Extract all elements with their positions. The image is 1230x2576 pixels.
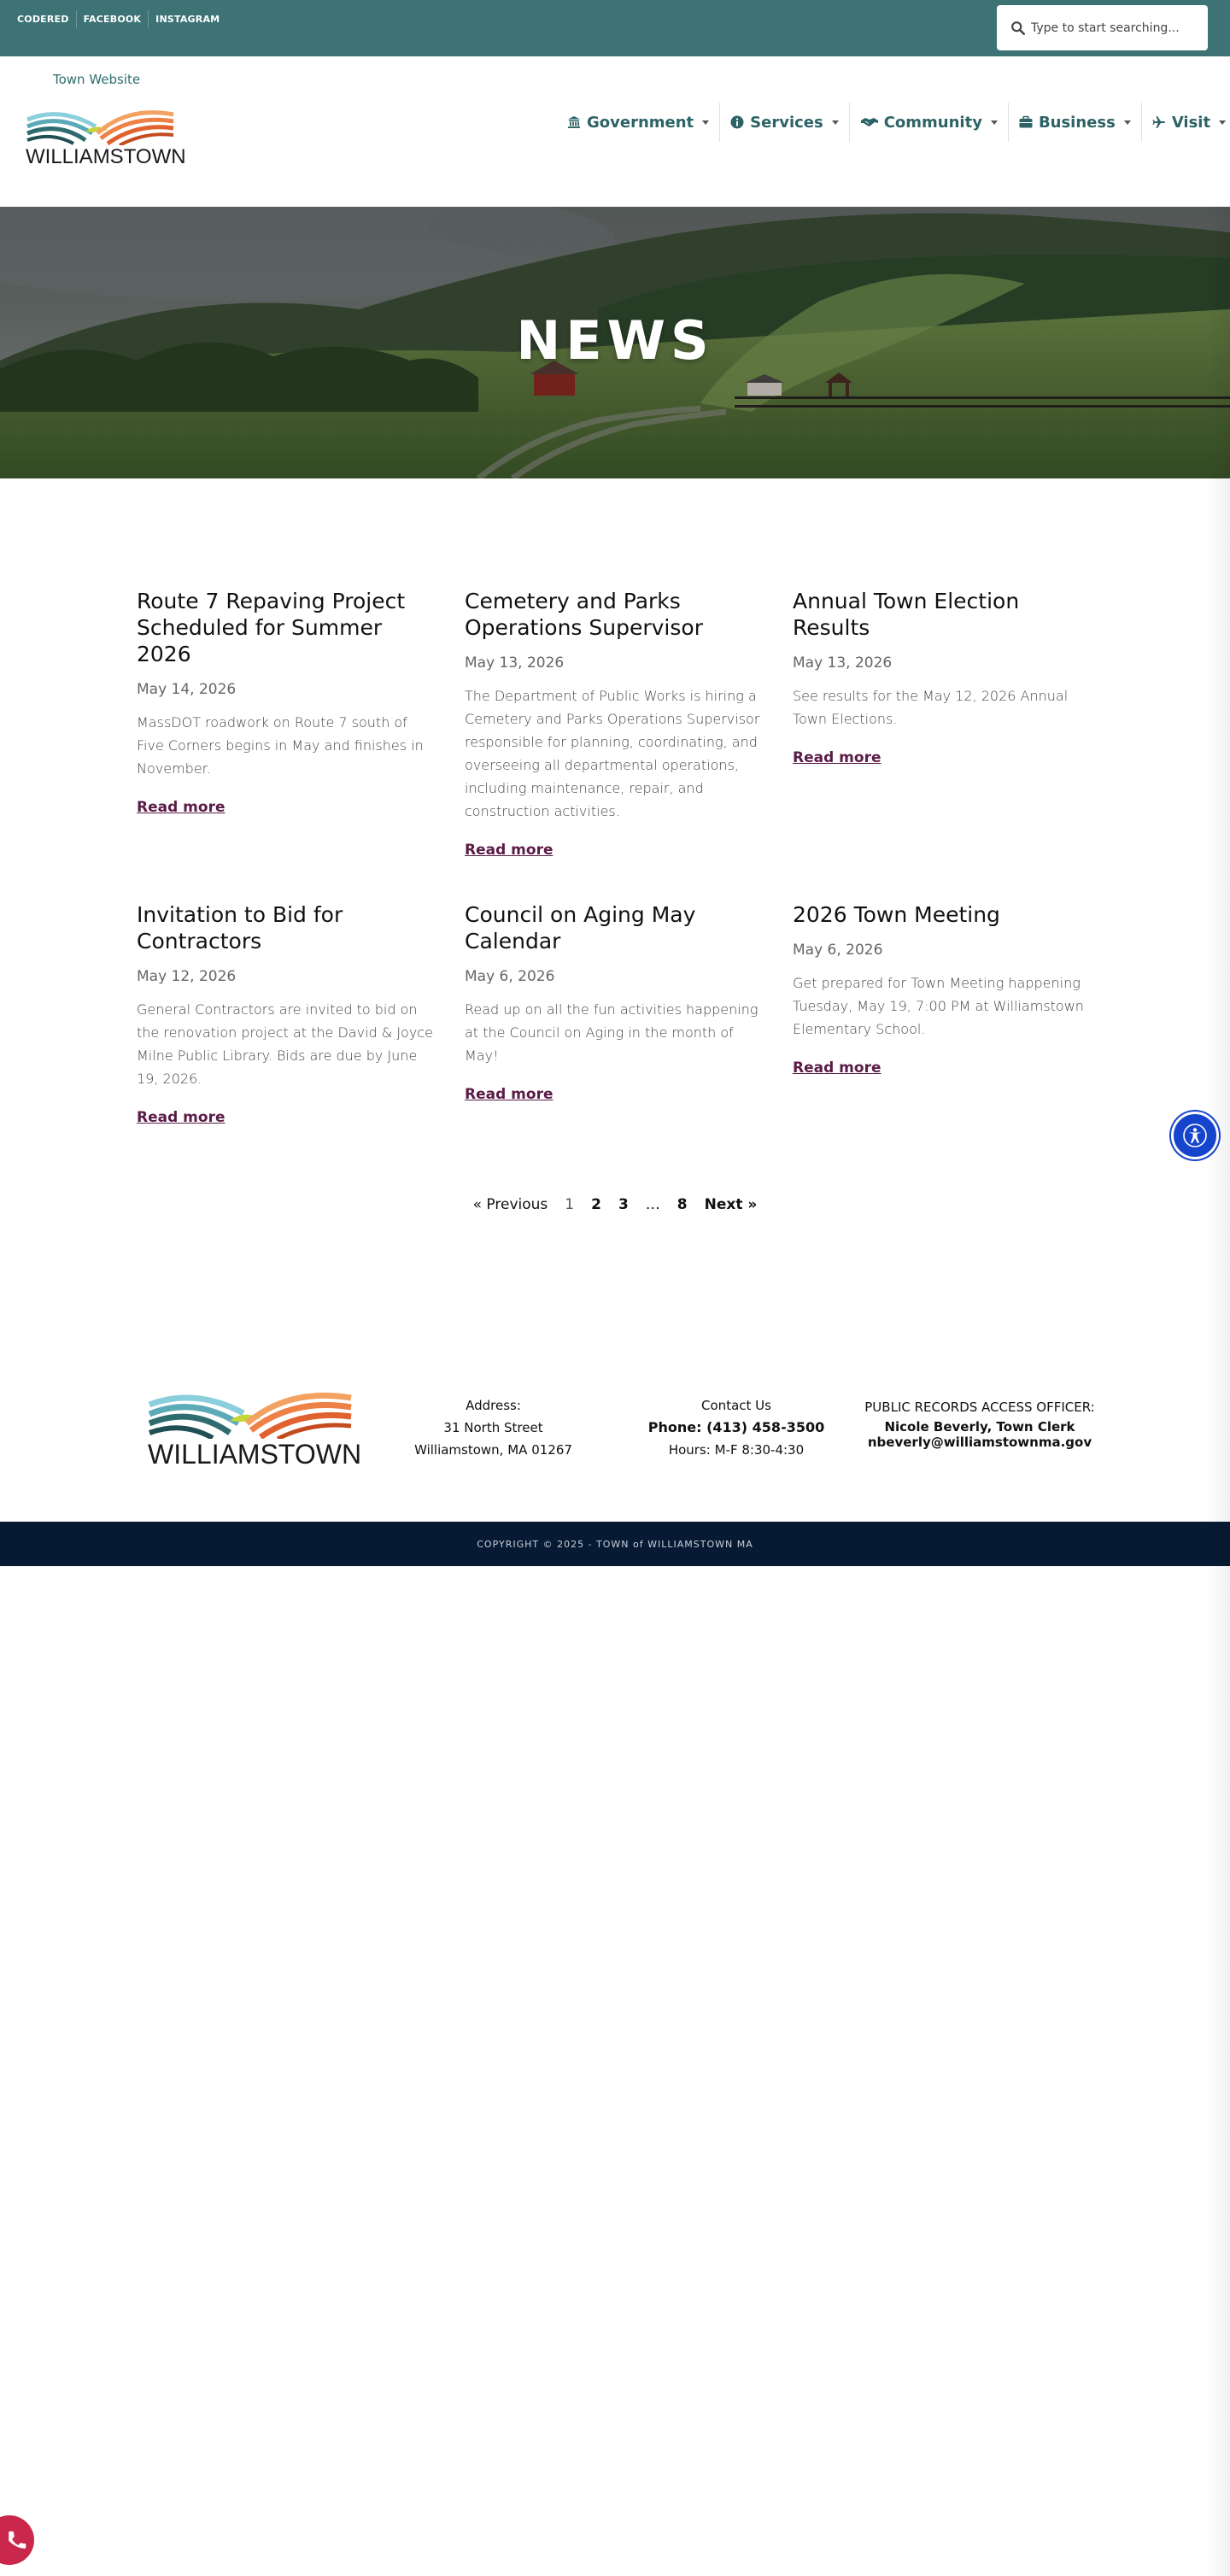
instagram-link[interactable]: INSTAGRAM [155, 14, 220, 25]
top-bar [0, 0, 1230, 56]
plane-icon [1152, 115, 1167, 130]
records-officer-email[interactable]: nbeverly@williamstownma.gov [867, 1435, 1092, 1450]
news-item [137, 901, 438, 1126]
footer-contact [642, 1394, 830, 1461]
phone-number[interactable]: Phone: (413) 458-3500 [647, 1419, 825, 1435]
news-item [793, 901, 1094, 1126]
news-date: May 14, 2026 [137, 681, 237, 698]
page-link-last[interactable]: 8 [676, 1196, 688, 1213]
nav-label: Visit [1171, 113, 1211, 132]
info-icon [730, 115, 745, 130]
town-website-link[interactable]: Town Website [53, 72, 141, 87]
logo-wordmark: WILLIAMSTOWN [148, 1439, 362, 1470]
handshake-icon [860, 115, 879, 130]
nav-community[interactable] [850, 103, 1009, 142]
read-more-link[interactable]: Read more [137, 1109, 226, 1126]
news-excerpt: Get prepared for Town Meeting happening Tuesday, May 19, 7:00 PM at Williamstown Elementary School. [793, 975, 1084, 1037]
read-more-link[interactable]: Read more [793, 749, 882, 766]
news-title[interactable]: Annual Town Election Results [793, 589, 1020, 640]
news-date: May 13, 2026 [793, 654, 893, 672]
footer-logo[interactable] [148, 1389, 362, 1470]
address-label: Address: [466, 1398, 521, 1413]
news-date: May 12, 2026 [137, 968, 237, 985]
page-edge-shadow [1206, 207, 1230, 2576]
pagination [0, 1196, 1230, 1213]
read-more-link[interactable]: Read more [465, 1086, 554, 1103]
nav-label: Business [1038, 113, 1116, 132]
caret-down-icon [702, 120, 709, 125]
logo-arcs-icon [26, 108, 175, 145]
page-title: NEWS [516, 309, 714, 372]
address-line-2: Williamstown, MA 01267 [414, 1442, 572, 1458]
copyright-text: COPYRIGHT © 2025 - TOWN of WILLIAMSTOWN MA [477, 1538, 753, 1550]
facebook-link[interactable]: FACEBOOK [77, 10, 149, 28]
nav-label: Government [587, 113, 694, 132]
news-date: May 6, 2026 [793, 942, 883, 959]
logo-arcs-icon [148, 1389, 353, 1439]
news-excerpt: General Contractors are invited to bid on the renovation project at the David & Joyce Milne Public Library. Bids are due by June 19, 2026. [137, 1001, 433, 1087]
search-input[interactable] [1031, 21, 1202, 35]
read-more-link[interactable]: Read more [465, 842, 554, 859]
footer-address [401, 1394, 585, 1461]
news-item [465, 901, 766, 1126]
news-title[interactable]: Invitation to Bid for Contractors [137, 902, 343, 954]
site-logo[interactable] [26, 108, 186, 168]
address-line-1: 31 North Street [443, 1420, 543, 1435]
logo-wordmark: WILLIAMSTOWN [26, 145, 186, 168]
news-title[interactable]: Council on Aging May Calendar [465, 902, 696, 954]
pagination-ellipsis: … [645, 1196, 660, 1213]
caret-down-icon [1124, 120, 1131, 125]
news-excerpt: The Department of Public Works is hiring a Cemetery and Parks Operations Supervisor responsible for planning, coordinating, and overseeing all departmental operations, including maintenance, repair, and construction activities. [465, 688, 760, 819]
news-excerpt: See results for the May 12, 2026 Annual Town Elections. [793, 688, 1069, 727]
hero-banner [0, 207, 1230, 478]
news-title[interactable]: 2026 Town Meeting [793, 902, 1000, 927]
main-navigation [557, 103, 1230, 142]
building-icon [567, 115, 582, 130]
nav-services[interactable] [720, 103, 850, 142]
nav-visit[interactable] [1142, 103, 1230, 142]
news-list [137, 588, 1093, 1126]
previous-page-link[interactable]: « Previous [472, 1196, 548, 1213]
next-page-link[interactable]: Next » [704, 1196, 758, 1213]
news-title[interactable]: Cemetery and Parks Operations Supervisor [465, 589, 703, 640]
caret-down-icon [832, 120, 839, 125]
codered-link[interactable]: CODERED [10, 10, 77, 28]
accessibility-icon [1182, 1123, 1208, 1148]
news-excerpt: Read up on all the fun activities happening at the Council on Aging in the month of May! [465, 1001, 758, 1064]
call-button[interactable] [0, 2515, 34, 2565]
caret-down-icon [1219, 120, 1226, 125]
search-box[interactable] [997, 5, 1208, 50]
caret-down-icon [991, 120, 998, 125]
news-title[interactable]: Route 7 Repaving Project Scheduled for Summer 2026 [137, 589, 406, 666]
read-more-link[interactable]: Read more [137, 799, 226, 816]
search-icon [1010, 21, 1026, 36]
read-more-link[interactable]: Read more [793, 1059, 882, 1077]
news-excerpt: MassDOT roadwork on Route 7 south of Five Corners begins in May and finishes in November. [137, 714, 424, 777]
nav-business[interactable] [1009, 103, 1142, 142]
phone-icon [6, 2529, 28, 2551]
news-item [793, 588, 1094, 859]
accessibility-button[interactable] [1171, 1112, 1219, 1159]
copyright-bar [0, 1522, 1230, 1566]
news-item [465, 588, 766, 859]
current-page: 1 [565, 1196, 575, 1213]
nav-government[interactable] [557, 103, 720, 142]
records-label: PUBLIC RECORDS ACCESS OFFICER: [864, 1399, 1095, 1415]
page-link-2[interactable]: 2 [591, 1196, 601, 1213]
briefcase-icon [1019, 115, 1034, 130]
page-link-3[interactable]: 3 [618, 1196, 629, 1213]
nav-label: Services [750, 113, 823, 132]
contact-label: Contact Us [701, 1398, 771, 1413]
office-hours: Hours: M-F 8:30-4:30 [668, 1442, 805, 1458]
social-links [10, 10, 226, 28]
records-officer-name: Nicole Beverly, Town Clerk [884, 1419, 1075, 1435]
news-date: May 13, 2026 [465, 654, 565, 672]
nav-label: Community [883, 113, 982, 132]
news-date: May 6, 2026 [465, 968, 555, 985]
footer-records-officer [864, 1399, 1095, 1450]
news-item [137, 588, 438, 859]
